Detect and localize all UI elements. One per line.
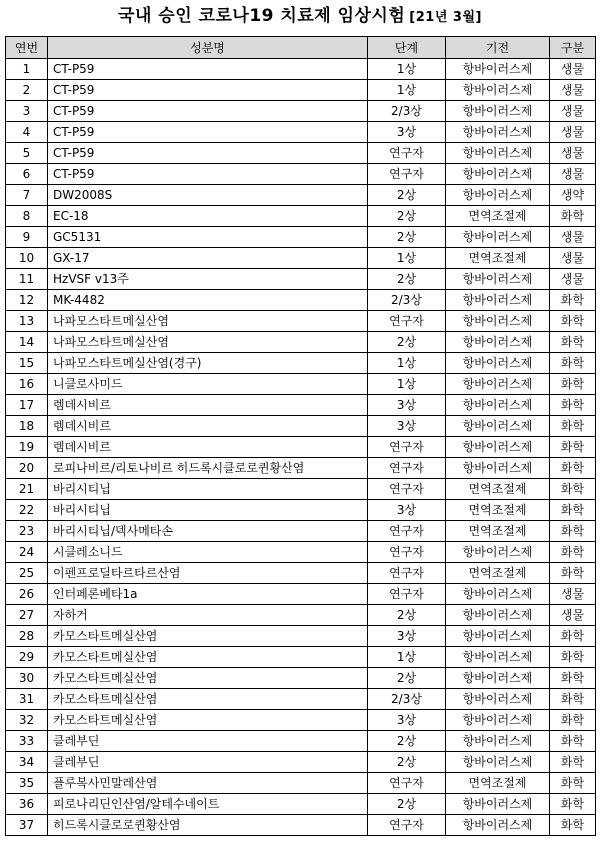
ingredient-name-cell: 히드록시클로로퀸황산염 — [48, 815, 368, 836]
ingredient-name-cell: 바리시티닙/덱사메타손 — [48, 521, 368, 542]
drug-type-cell: 생물 — [550, 227, 596, 248]
table-row — [6, 794, 596, 815]
ingredient-name-cell: EC-18 — [48, 206, 368, 227]
table-row — [6, 416, 596, 437]
trial-phase-cell: 2상 — [368, 731, 446, 752]
mechanism-cell: 항바이러스제 — [446, 584, 550, 605]
drug-type-cell: 생물 — [550, 143, 596, 164]
mechanism-cell: 항바이러스제 — [446, 185, 550, 206]
table-row — [6, 206, 596, 227]
trial-phase-cell: 2상 — [368, 668, 446, 689]
mechanism-cell: 면역조절제 — [446, 248, 550, 269]
table-row — [6, 164, 596, 185]
mechanism-cell: 항바이러스제 — [446, 668, 550, 689]
drug-type-cell: 화학 — [550, 437, 596, 458]
table-row — [6, 311, 596, 332]
mechanism-cell: 항바이러스제 — [446, 710, 550, 731]
mechanism-cell: 항바이러스제 — [446, 122, 550, 143]
row-number-cell: 11 — [6, 269, 48, 290]
ingredient-name-cell: 클레부딘 — [48, 752, 368, 773]
trial-phase-cell: 연구자 — [368, 458, 446, 479]
trial-phase-cell: 1상 — [368, 374, 446, 395]
row-number-cell: 13 — [6, 311, 48, 332]
drug-type-cell: 화학 — [550, 689, 596, 710]
drug-type-cell: 화학 — [550, 773, 596, 794]
table-row — [6, 458, 596, 479]
mechanism-cell: 면역조절제 — [446, 206, 550, 227]
row-number-cell: 33 — [6, 731, 48, 752]
mechanism-cell: 항바이러스제 — [446, 101, 550, 122]
ingredient-name-cell: 클레부딘 — [48, 731, 368, 752]
table-row — [6, 479, 596, 500]
drug-type-cell: 생물 — [550, 59, 596, 80]
row-number-cell: 15 — [6, 353, 48, 374]
drug-type-cell: 생약 — [550, 185, 596, 206]
drug-type-cell: 화학 — [550, 500, 596, 521]
ingredient-name-cell: 피로나리딘인산염/알테수네이트 — [48, 794, 368, 815]
row-number-cell: 31 — [6, 689, 48, 710]
drug-type-cell: 화학 — [550, 332, 596, 353]
table-row — [6, 122, 596, 143]
drug-type-cell: 생물 — [550, 269, 596, 290]
ingredient-name-cell: CT-P59 — [48, 59, 368, 80]
header-mechanism: 기전 — [446, 37, 550, 59]
table-row — [6, 542, 596, 563]
row-number-cell: 17 — [6, 395, 48, 416]
mechanism-cell: 항바이러스제 — [446, 815, 550, 836]
mechanism-cell: 항바이러스제 — [446, 143, 550, 164]
drug-type-cell: 생물 — [550, 605, 596, 626]
trial-phase-cell: 연구자 — [368, 311, 446, 332]
row-number-cell: 35 — [6, 773, 48, 794]
ingredient-name-cell: CT-P59 — [48, 122, 368, 143]
ingredient-name-cell: GC5131 — [48, 227, 368, 248]
mechanism-cell: 항바이러스제 — [446, 605, 550, 626]
trial-phase-cell: 1상 — [368, 59, 446, 80]
table-row — [6, 647, 596, 668]
row-number-cell: 10 — [6, 248, 48, 269]
mechanism-cell: 항바이러스제 — [446, 374, 550, 395]
row-number-cell: 19 — [6, 437, 48, 458]
table-row — [6, 437, 596, 458]
trial-phase-cell: 1상 — [368, 80, 446, 101]
ingredient-name-cell: MK-4482 — [48, 290, 368, 311]
table-row — [6, 290, 596, 311]
drug-type-cell: 화학 — [550, 479, 596, 500]
ingredient-name-cell: 나파모스타트메실산염(경구) — [48, 353, 368, 374]
row-number-cell: 25 — [6, 563, 48, 584]
header-type: 구분 — [550, 37, 596, 59]
table-row — [6, 521, 596, 542]
table-row — [6, 668, 596, 689]
ingredient-name-cell: 카모스타트메실산염 — [48, 668, 368, 689]
mechanism-cell: 항바이러스제 — [446, 731, 550, 752]
mechanism-cell: 항바이러스제 — [446, 395, 550, 416]
trial-phase-cell: 2상 — [368, 227, 446, 248]
row-number-cell: 22 — [6, 500, 48, 521]
table-row — [6, 374, 596, 395]
drug-type-cell: 화학 — [550, 752, 596, 773]
table-row — [6, 563, 596, 584]
table-row — [6, 815, 596, 836]
row-number-cell: 20 — [6, 458, 48, 479]
drug-type-cell: 화학 — [550, 815, 596, 836]
mechanism-cell: 항바이러스제 — [446, 353, 550, 374]
ingredient-name-cell: 카모스타트메실산염 — [48, 689, 368, 710]
ingredient-name-cell: 시클레소니드 — [48, 542, 368, 563]
mechanism-cell: 면역조절제 — [446, 479, 550, 500]
table-row — [6, 752, 596, 773]
mechanism-cell: 항바이러스제 — [446, 794, 550, 815]
row-number-cell: 4 — [6, 122, 48, 143]
trial-phase-cell: 1상 — [368, 647, 446, 668]
row-number-cell: 28 — [6, 626, 48, 647]
trial-phase-cell: 2상 — [368, 605, 446, 626]
trial-phase-cell: 3상 — [368, 626, 446, 647]
row-number-cell: 36 — [6, 794, 48, 815]
row-number-cell: 9 — [6, 227, 48, 248]
table-header — [6, 37, 596, 59]
table-row — [6, 584, 596, 605]
table-row — [6, 626, 596, 647]
drug-type-cell: 생물 — [550, 122, 596, 143]
drug-type-cell: 화학 — [550, 416, 596, 437]
drug-type-cell: 생물 — [550, 80, 596, 101]
ingredient-name-cell: CT-P59 — [48, 164, 368, 185]
row-number-cell: 37 — [6, 815, 48, 836]
mechanism-cell: 항바이러스제 — [446, 437, 550, 458]
header-phase: 단계 — [368, 37, 446, 59]
ingredient-name-cell: 바리시티닙 — [48, 479, 368, 500]
ingredient-name-cell: 카모스타트메실산염 — [48, 647, 368, 668]
row-number-cell: 26 — [6, 584, 48, 605]
table-row — [6, 689, 596, 710]
drug-type-cell: 화학 — [550, 395, 596, 416]
ingredient-name-cell: 니클로사미드 — [48, 374, 368, 395]
ingredient-name-cell: 로피나비르/리토나비르 히드록시클로로퀸황산염 — [48, 458, 368, 479]
table-row — [6, 710, 596, 731]
mechanism-cell: 면역조절제 — [446, 521, 550, 542]
drug-type-cell: 화학 — [550, 458, 596, 479]
ingredient-name-cell: 플루복사민말레산염 — [48, 773, 368, 794]
mechanism-cell: 항바이러스제 — [446, 752, 550, 773]
mechanism-cell: 항바이러스제 — [446, 164, 550, 185]
mechanism-cell: 면역조절제 — [446, 563, 550, 584]
trial-phase-cell: 2/3상 — [368, 689, 446, 710]
mechanism-cell: 항바이러스제 — [446, 542, 550, 563]
mechanism-cell: 면역조절제 — [446, 773, 550, 794]
ingredient-name-cell: HzVSF v13주 — [48, 269, 368, 290]
ingredient-name-cell: CT-P59 — [48, 80, 368, 101]
trial-phase-cell: 2상 — [368, 752, 446, 773]
mechanism-cell: 항바이러스제 — [446, 416, 550, 437]
row-number-cell: 18 — [6, 416, 48, 437]
mechanism-cell: 항바이러스제 — [446, 269, 550, 290]
drug-type-cell: 화학 — [550, 542, 596, 563]
ingredient-name-cell: 자하거 — [48, 605, 368, 626]
mechanism-cell: 항바이러스제 — [446, 80, 550, 101]
mechanism-cell: 항바이러스제 — [446, 290, 550, 311]
table-body — [6, 59, 596, 836]
trial-phase-cell: 연구자 — [368, 773, 446, 794]
row-number-cell: 8 — [6, 206, 48, 227]
table-row — [6, 605, 596, 626]
trial-phase-cell: 연구자 — [368, 437, 446, 458]
trial-phase-cell: 연구자 — [368, 815, 446, 836]
table-row — [6, 731, 596, 752]
ingredient-name-cell: 렘데시비르 — [48, 416, 368, 437]
trial-phase-cell: 연구자 — [368, 143, 446, 164]
table-row — [6, 332, 596, 353]
row-number-cell: 16 — [6, 374, 48, 395]
row-number-cell: 6 — [6, 164, 48, 185]
row-number-cell: 27 — [6, 605, 48, 626]
header-row — [6, 37, 596, 59]
trial-phase-cell: 연구자 — [368, 164, 446, 185]
trial-phase-cell: 연구자 — [368, 521, 446, 542]
table-row — [6, 395, 596, 416]
mechanism-cell: 항바이러스제 — [446, 689, 550, 710]
trial-phase-cell: 1상 — [368, 248, 446, 269]
header-no: 연번 — [6, 37, 48, 59]
row-number-cell: 34 — [6, 752, 48, 773]
table-row — [6, 353, 596, 374]
header-name: 성분명 — [48, 37, 368, 59]
ingredient-name-cell: 카모스타트메실산염 — [48, 626, 368, 647]
mechanism-cell: 항바이러스제 — [446, 311, 550, 332]
ingredient-name-cell: CT-P59 — [48, 143, 368, 164]
drug-type-cell: 생물 — [550, 248, 596, 269]
row-number-cell: 30 — [6, 668, 48, 689]
trial-phase-cell: 2상 — [368, 269, 446, 290]
trial-phase-cell: 3상 — [368, 500, 446, 521]
drug-type-cell: 화학 — [550, 374, 596, 395]
table-row — [6, 500, 596, 521]
ingredient-name-cell: 렘데시비르 — [48, 437, 368, 458]
ingredient-name-cell: 렘데시비르 — [48, 395, 368, 416]
table-row — [6, 248, 596, 269]
row-number-cell: 24 — [6, 542, 48, 563]
table-row — [6, 185, 596, 206]
mechanism-cell: 항바이러스제 — [446, 332, 550, 353]
mechanism-cell: 항바이러스제 — [446, 626, 550, 647]
row-number-cell: 14 — [6, 332, 48, 353]
row-number-cell: 3 — [6, 101, 48, 122]
trial-phase-cell: 3상 — [368, 710, 446, 731]
row-number-cell: 7 — [6, 185, 48, 206]
drug-type-cell: 화학 — [550, 563, 596, 584]
table-row — [6, 773, 596, 794]
drug-type-cell: 화학 — [550, 353, 596, 374]
trial-phase-cell: 3상 — [368, 416, 446, 437]
row-number-cell: 2 — [6, 80, 48, 101]
drug-type-cell: 생물 — [550, 101, 596, 122]
drug-type-cell: 화학 — [550, 731, 596, 752]
row-number-cell: 32 — [6, 710, 48, 731]
row-number-cell: 21 — [6, 479, 48, 500]
trial-phase-cell: 연구자 — [368, 563, 446, 584]
row-number-cell: 1 — [6, 59, 48, 80]
drug-type-cell: 화학 — [550, 626, 596, 647]
drug-type-cell: 화학 — [550, 647, 596, 668]
page-title-date: [21년 3월] — [409, 10, 482, 25]
ingredient-name-cell: 나파모스타트메실산염 — [48, 311, 368, 332]
trial-phase-cell: 연구자 — [368, 584, 446, 605]
clinical-trials-table — [5, 36, 596, 836]
mechanism-cell: 면역조절제 — [446, 500, 550, 521]
ingredient-name-cell: 인터페론베타1a — [48, 584, 368, 605]
drug-type-cell: 화학 — [550, 311, 596, 332]
row-number-cell: 29 — [6, 647, 48, 668]
mechanism-cell: 항바이러스제 — [446, 458, 550, 479]
trial-phase-cell: 연구자 — [368, 542, 446, 563]
row-number-cell: 12 — [6, 290, 48, 311]
table-row — [6, 143, 596, 164]
drug-type-cell: 화학 — [550, 710, 596, 731]
drug-type-cell: 생물 — [550, 584, 596, 605]
trial-phase-cell: 2/3상 — [368, 101, 446, 122]
trial-phase-cell: 3상 — [368, 122, 446, 143]
table-row — [6, 101, 596, 122]
ingredient-name-cell: 바리시티닙 — [48, 500, 368, 521]
row-number-cell: 23 — [6, 521, 48, 542]
ingredient-name-cell: DW2008S — [48, 185, 368, 206]
table-row — [6, 269, 596, 290]
drug-type-cell: 화학 — [550, 206, 596, 227]
table-row — [6, 227, 596, 248]
row-number-cell: 5 — [6, 143, 48, 164]
trial-phase-cell: 2상 — [368, 185, 446, 206]
ingredient-name-cell: 나파모스타트메실산염 — [48, 332, 368, 353]
table-row — [6, 80, 596, 101]
ingredient-name-cell: GX-17 — [48, 248, 368, 269]
mechanism-cell: 항바이러스제 — [446, 59, 550, 80]
drug-type-cell: 화학 — [550, 521, 596, 542]
trial-phase-cell: 1상 — [368, 353, 446, 374]
page-title-main: 국내 승인 코로나19 치료제 임상시험 — [118, 6, 406, 26]
trial-phase-cell: 2상 — [368, 332, 446, 353]
mechanism-cell: 항바이러스제 — [446, 227, 550, 248]
drug-type-cell: 화학 — [550, 290, 596, 311]
mechanism-cell: 항바이러스제 — [446, 647, 550, 668]
trial-phase-cell: 2상 — [368, 794, 446, 815]
drug-type-cell: 화학 — [550, 668, 596, 689]
ingredient-name-cell: 이펜프로딜타르타르산염 — [48, 563, 368, 584]
trial-phase-cell: 2상 — [368, 206, 446, 227]
trial-phase-cell: 3상 — [368, 395, 446, 416]
ingredient-name-cell: 카모스타트메실산염 — [48, 710, 368, 731]
drug-type-cell: 생물 — [550, 164, 596, 185]
table-row — [6, 59, 596, 80]
trial-phase-cell: 2/3상 — [368, 290, 446, 311]
drug-type-cell: 화학 — [550, 794, 596, 815]
page-title — [0, 0, 600, 33]
trial-phase-cell: 연구자 — [368, 479, 446, 500]
ingredient-name-cell: CT-P59 — [48, 101, 368, 122]
